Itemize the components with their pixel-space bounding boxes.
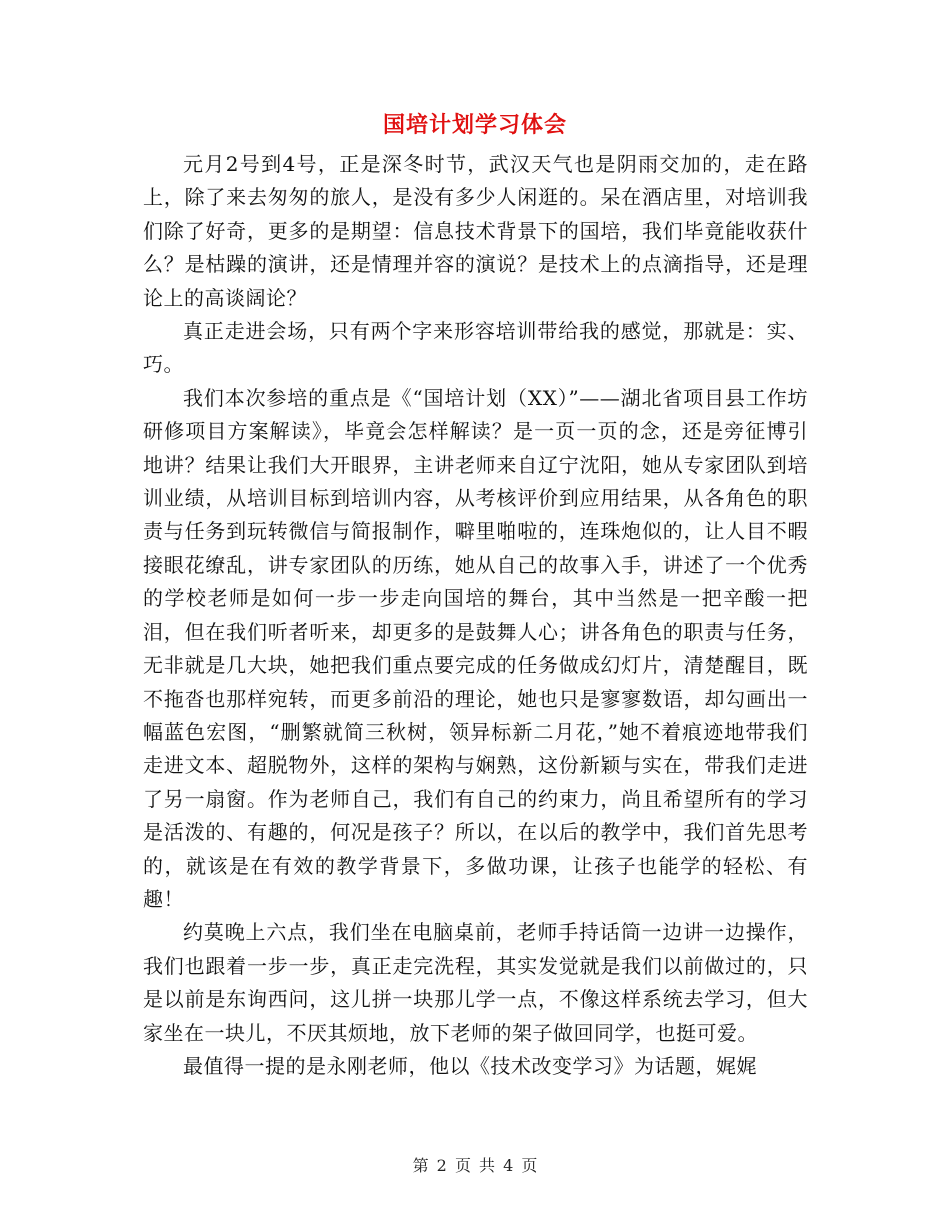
paragraph-1: 元月2号到4号，正是深冬时节，武汉天气也是阴雨交加的，走在路上，除了来去匆匆的旅人，是没有多少人闲逛的。呆在酒店里，对培训我们除了好奇，更多的是期望：信息技术背景下的国培，我们毕竟能收获什么？是枯躁的演讲，还是情理并容的演说？是技术上的点滴指导，还是理论上的高谈阔论？ (143, 152, 808, 310)
paragraph-3: 我们本次参培的重点是《“国培计划（XX）”——湖北省项目县工作坊研修项目方案解读》，毕竟会怎样解读？是一页一页的念，还是旁征博引地讲？结果让我们大开眼界，主讲老师来自辽宁沈阳，她从专家团队到培训业绩，从培训目标到培训内容，从考核评价到应用结果，从各角色的职责与任务到玩转微信与简报制作，噼里啪啦的，连珠炮似的，让人目不暇接眼花缭乱，讲专家团队的历练，她从自己的故事入手，讲述了一个优秀的学校老师是如何一步一步走向国培的舞台，其中当然是一把辛酸一把泪，但在我们听者听来，却更多的是鼓舞人心；讲各角色的职责与任务，无非就是几大块，她把我们重点要完成的任务做成幻灯片，清楚醒目，既不拖沓也那样宛转，而更多前沿的理论，她也只是寥寥数语，却勾画出一幅蓝色宏图，“删繁就简三秋树，领异标新二月花，”她不着痕迹地带我们走进文本、超脱物外，这样的架构与娴熟，这份新颖与实在，带我们走进了另一扇窗。作为老师自己，我们有自己的约束力，尚且希望所有的学习是活泼的、有趣的，何况是孩子？所以，在以后的教学中，我们首先思考的，就该是在有效的教学背景下，多做功课，让孩子也能学的轻松、有趣！ (143, 385, 808, 911)
page-footer: 第 2 页 共 4 页 (412, 1156, 538, 1175)
paragraph-2: 真正走进会场，只有两个字来形容培训带给我的感觉，那就是：实、巧。 (143, 319, 808, 377)
document-title: 国培计划学习体会 (382, 112, 567, 138)
paragraph-4: 约莫晚上六点，我们坐在电脑桌前，老师手持话筒一边讲一边操作，我们也跟着一步一步，真正走完洗程，其实发觉就是我们以前做过的，只是以前是东询西问，这儿拼一块那儿学一点，不像这样系统去学习，但大家坐在一块儿，不厌其烦地，放下老师的架子做回同学，也挺可爱。 (143, 920, 808, 1045)
paragraph-5: 最值得一提的是永刚老师，他以《技术改变学习》为话题，娓娓 (183, 1053, 757, 1078)
document-body (143, 148, 808, 1083)
